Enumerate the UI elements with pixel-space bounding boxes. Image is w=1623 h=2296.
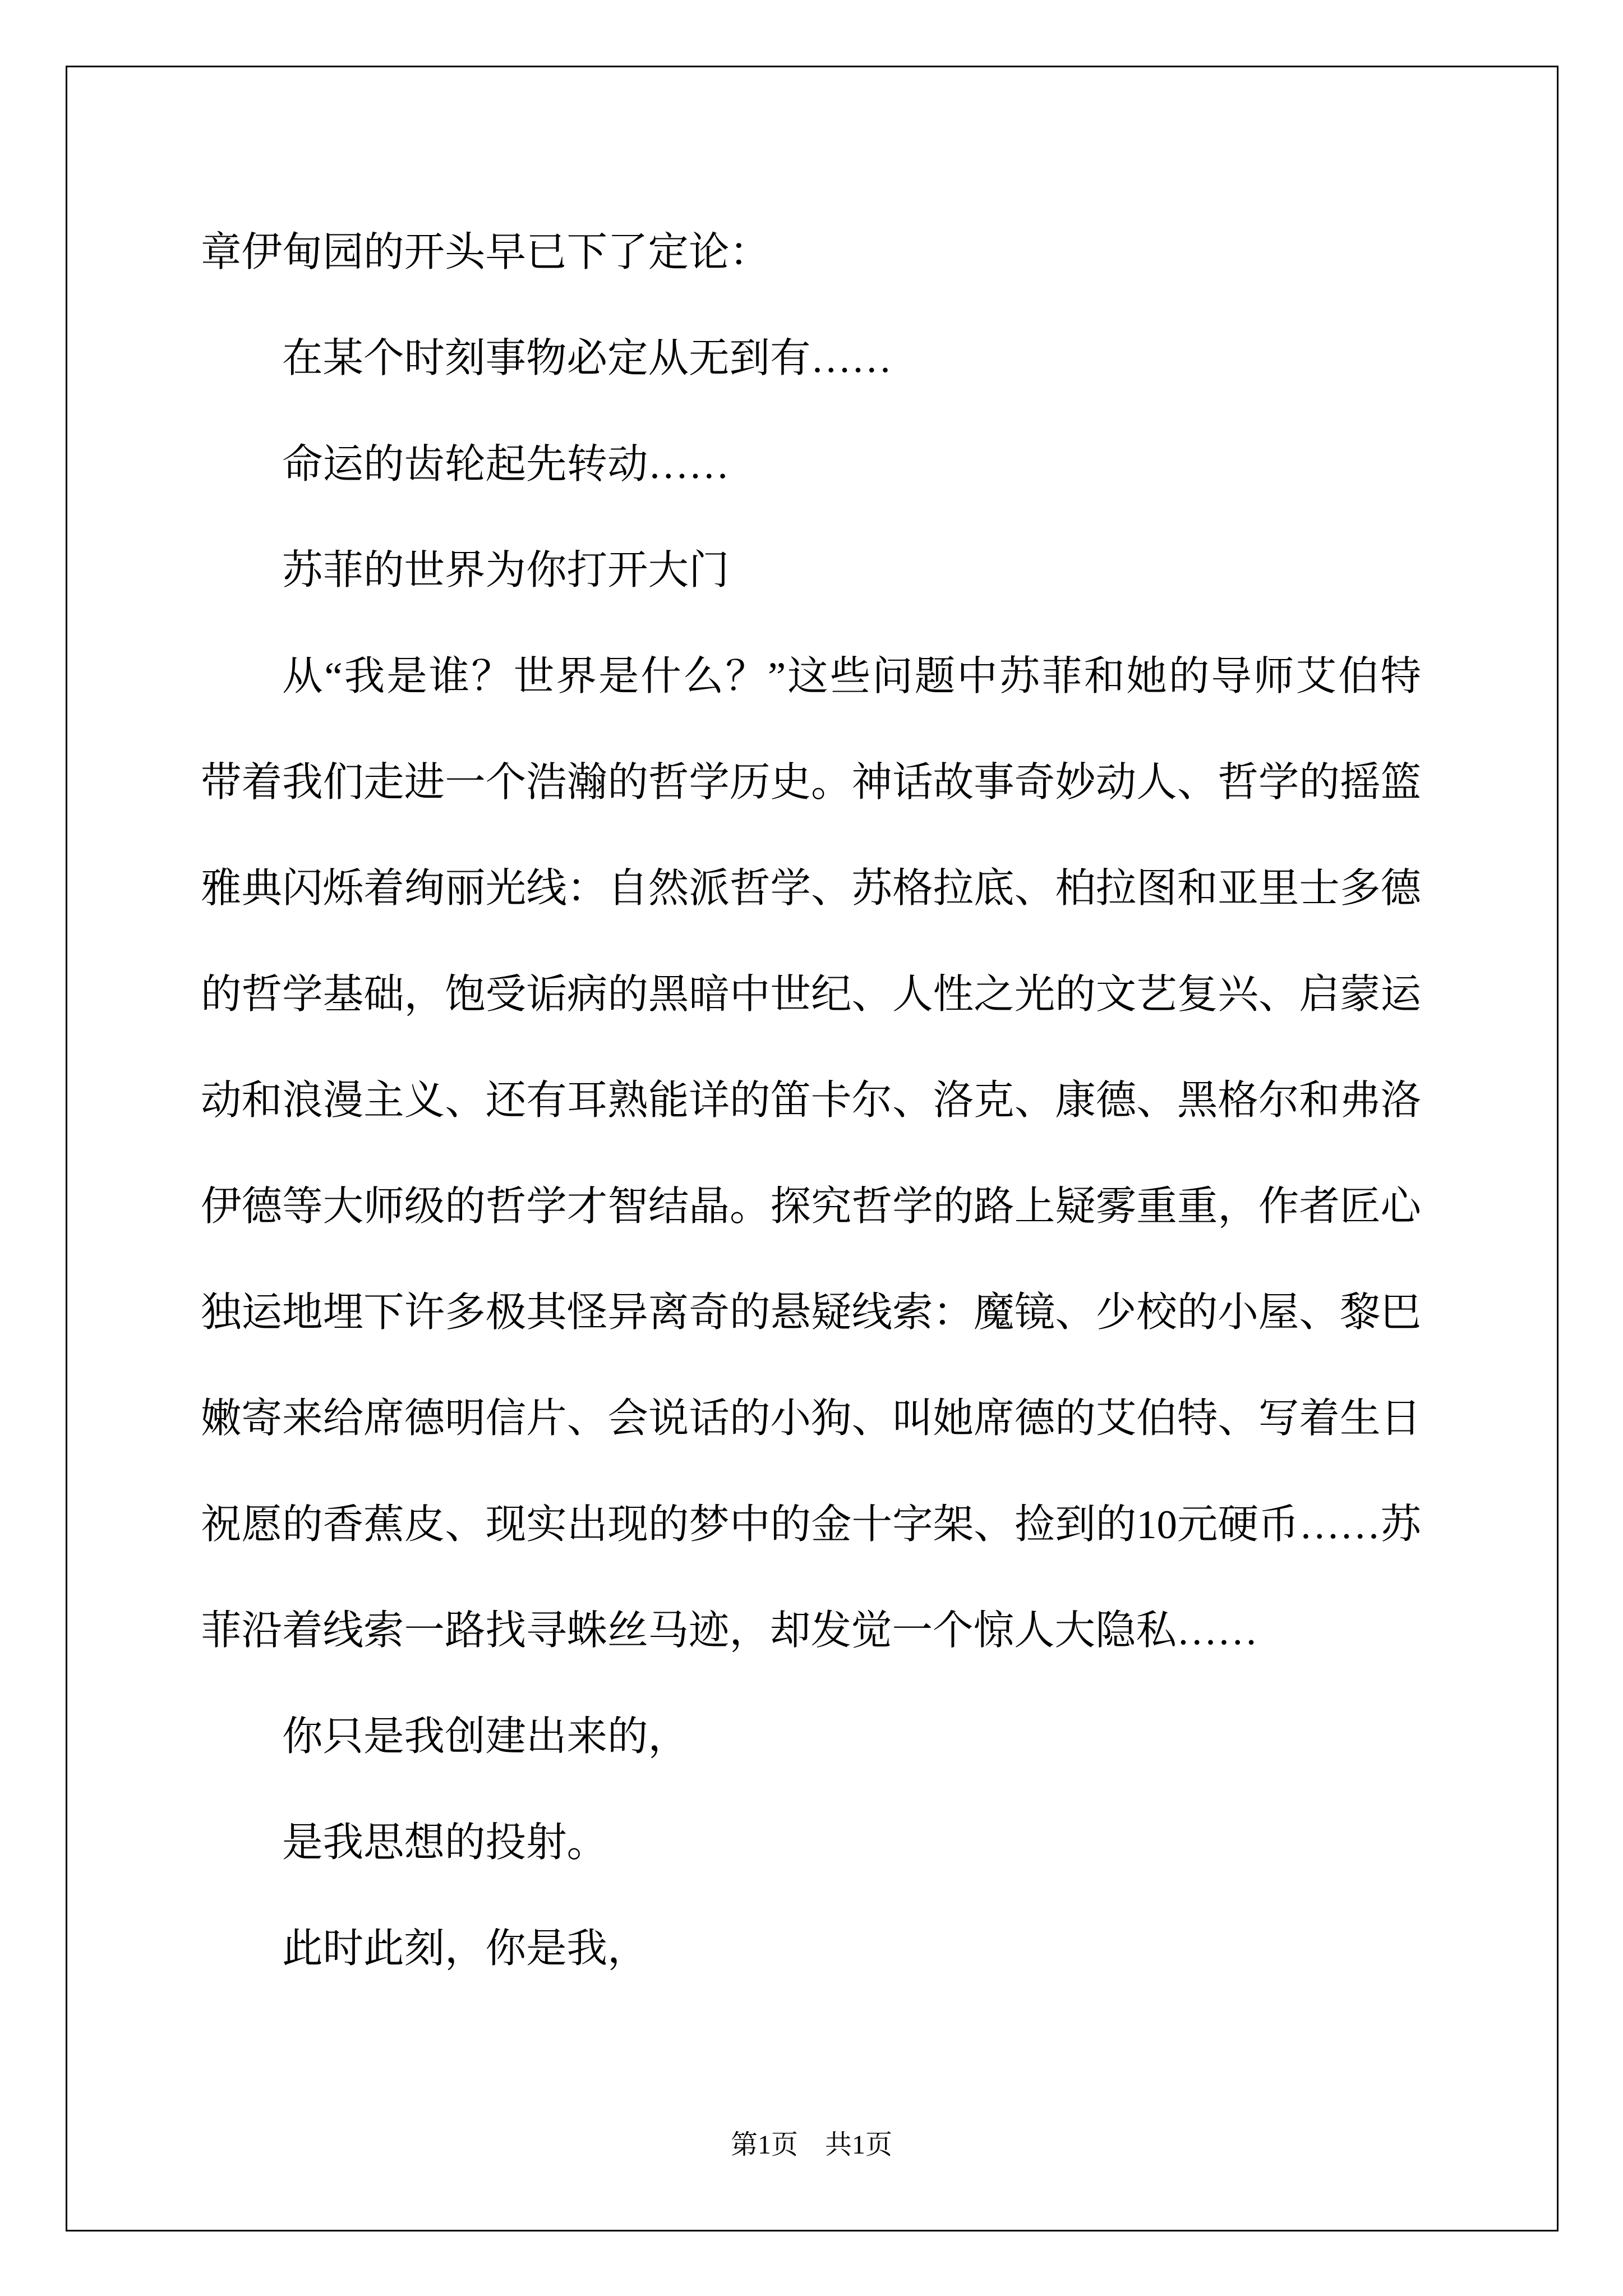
text-line: 动和浪漫主义、还有耳熟能详的笛卡尔、洛克、康德、黑格尔和弗洛 [201, 1078, 1421, 1123]
text-line: 伊德等大师级的哲学才智结晶。探究哲学的路上疑雾重重，作者匠心 [201, 1184, 1421, 1229]
text-line: 的哲学基础，饱受诟病的黑暗中世纪、人性之光的文艺复兴、启蒙运 [201, 972, 1421, 1017]
paragraph [201, 305, 1421, 411]
paragraph [201, 1895, 1421, 2001]
text-line: 雅典闪烁着绚丽光线：自然派哲学、苏格拉底、柏拉图和亚里士多德 [201, 866, 1421, 911]
text-line: 菲沿着线索一路找寻蛛丝马迹，却发觉一个惊人大隐私…… [201, 1608, 1258, 1653]
paragraph [201, 1683, 1421, 1789]
text-line: 独运地埋下许多极其怪异离奇的悬疑线索：魔镜、少校的小屋、黎巴 [201, 1290, 1421, 1335]
text-line: 从“我是谁？世界是什么？”这些问题中苏菲和她的导师艾伯特 [282, 654, 1421, 699]
footer-page-number: 第1页 [730, 2130, 798, 2160]
text-line: 此时此刻，你是我， [282, 1926, 648, 1971]
text-line: 祝愿的香蕉皮、现实出现的梦中的金十字架、捡到的10元硬币……苏 [201, 1502, 1421, 1547]
page-footer [0, 2128, 1623, 2162]
footer-total-pages: 共1页 [825, 2130, 893, 2160]
paragraph [201, 623, 1421, 1683]
paragraph [201, 517, 1421, 623]
text-line: 章伊甸园的开头早已下了定论： [201, 229, 770, 275]
text-line: 你只是我创建出来的， [282, 1714, 689, 1759]
document-body [201, 199, 1421, 2001]
text-line: 带着我们走进一个浩瀚的哲学历史。神话故事奇妙动人、哲学的摇篮 [201, 760, 1421, 805]
text-line: 苏菲的世界为你打开大门 [282, 547, 730, 593]
paragraph [201, 199, 1421, 305]
text-line: 是我思想的投射。 [282, 1820, 607, 1865]
paragraph [201, 411, 1421, 517]
text-line: 在某个时刻事物必定从无到有…… [282, 335, 892, 381]
text-line: 命运的齿轮起先转动…… [282, 441, 730, 487]
text-line: 嫩寄来给席德明信片、会说话的小狗、叫她席德的艾伯特、写着生日 [201, 1396, 1421, 1441]
paragraph [201, 1789, 1421, 1895]
